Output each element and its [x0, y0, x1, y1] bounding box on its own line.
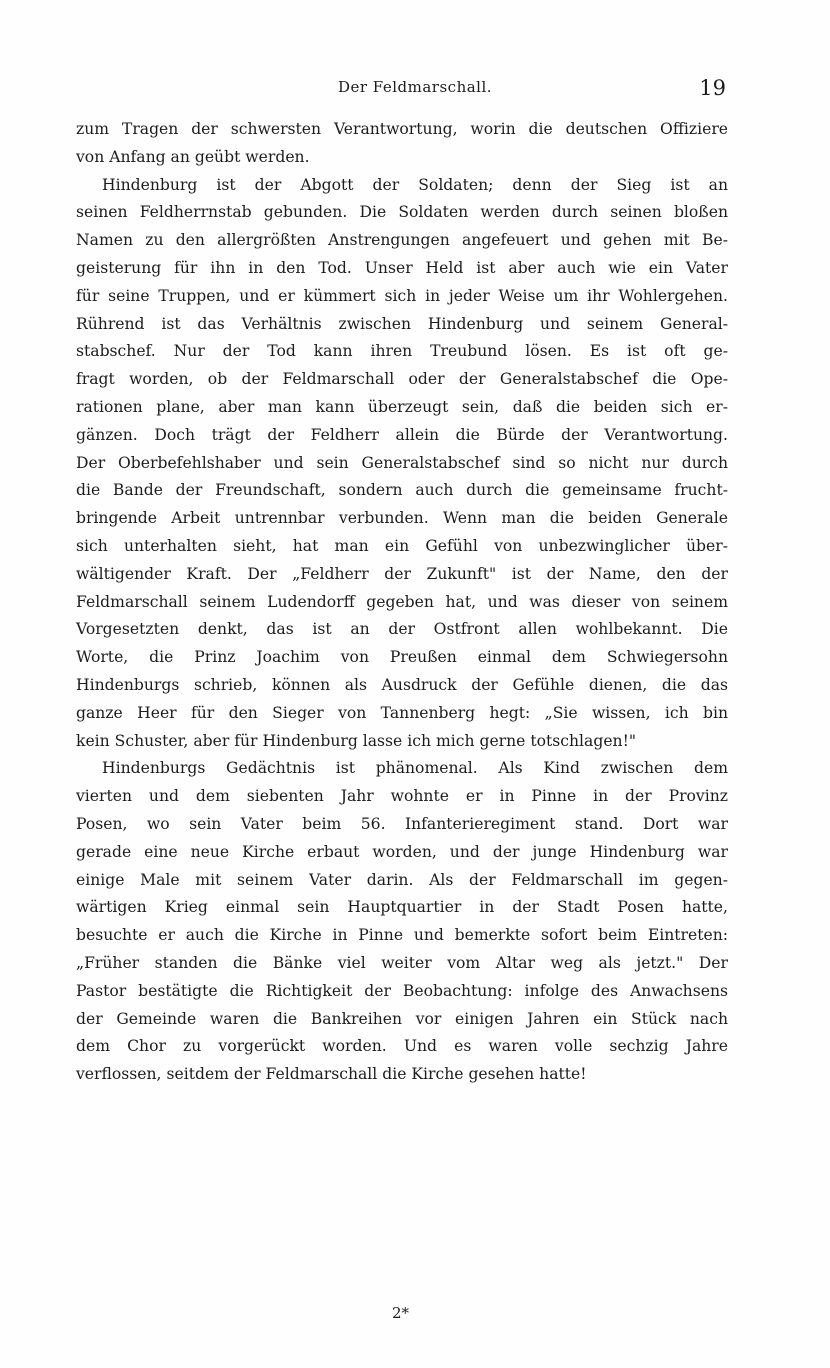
text-line: Namen zu den allergrößten Anstrengungen angefeuert und gehen mit Be-	[76, 231, 728, 250]
text-line: stabschef. Nur der Tod kann ihren Treubund lösen. Es ist oft ge-	[76, 342, 728, 361]
text-line: von Anfang an geübt werden.	[76, 147, 310, 166]
text-line: Vorgesetzten denkt, das ist an der Ostfront allen wohlbekannt. Die	[76, 620, 728, 639]
text-line: ganze Heer für den Sieger von Tannenberg hegt: „Sie wissen, ich bin	[76, 703, 728, 722]
text-line: wärtigen Krieg einmal sein Hauptquartier in der Stadt Posen hatte,	[76, 898, 728, 917]
text-line: „Früher standen die Bänke viel weiter vom Altar weg als jetzt." Der	[76, 953, 728, 972]
text-line: Pastor bestätigte die Richtigkeit der Beobachtung: infolge des Anwachsens	[76, 981, 728, 1000]
text-line: Hindenburgs schrieb, können als Ausdruck der Gefühle dienen, die das	[76, 675, 728, 694]
text-line: sich unterhalten sieht, hat man ein Gefühl von unbezwinglicher über-	[76, 536, 728, 555]
text-line: bringende Arbeit untrennbar verbunden. Wenn man die beiden Generale	[76, 509, 728, 528]
running-head	[0, 76, 830, 100]
text-line: der Gemeinde waren die Bankreihen vor einigen Jahren ein Stück nach	[76, 1009, 728, 1028]
text-line: Hindenburgs Gedächtnis ist phänomenal. Als Kind zwischen dem	[102, 759, 728, 778]
text-line: gerade eine neue Kirche erbaut worden, und der junge Hindenburg war	[76, 842, 728, 861]
text-line: Rührend ist das Verhältnis zwischen Hindenburg und seinem General-	[76, 314, 728, 333]
text-line: seinen Feldherrnstab gebunden. Die Soldaten werden durch seinen bloßen	[76, 203, 728, 222]
text-line: einige Male mit seinem Vater darin. Als der Feldmarschall im gegen-	[76, 870, 728, 889]
text-line: verflossen, seitdem der Feldmarschall die Kirche gesehen hatte!	[76, 1065, 587, 1084]
text-line: Posen, wo sein Vater beim 56. Infanterieregiment stand. Dort war	[76, 814, 728, 833]
text-line: rationen plane, aber man kann überzeugt sein, daß die beiden sich er-	[76, 397, 728, 416]
text-line: besuchte er auch die Kirche in Pinne und bemerkte sofort beim Eintreten:	[76, 926, 728, 945]
page-number: 19	[699, 76, 726, 100]
text-line: vierten und dem siebenten Jahr wohnte er in Pinne in der Provinz	[76, 787, 728, 806]
text-line: geisterung für ihn in den Tod. Unser Held ist aber auch wie ein Vater	[76, 258, 728, 277]
text-line: fragt worden, ob der Feldmarschall oder der Generalstabschef die Ope-	[76, 370, 728, 389]
text-line: Feldmarschall seinem Ludendorff gegeben hat, und was dieser von seinem	[76, 592, 728, 611]
text-line: Worte, die Prinz Joachim von Preußen einmal dem Schwiegersohn	[76, 648, 728, 667]
signature-mark: 2*	[392, 1304, 410, 1322]
running-title: Der Feldmarschall.	[337, 78, 493, 96]
text-line: gänzen. Doch trägt der Feldherr allein die Bürde der Verantwortung.	[76, 425, 728, 444]
text-line: zum Tragen der schwersten Verantwortung, worin die deutschen Offiziere	[76, 120, 728, 138]
text-line: kein Schuster, aber für Hindenburg lasse ich mich gerne totschlagen!"	[76, 731, 637, 750]
text-line: wältigender Kraft. Der „Feldherr der Zukunft" ist der Name, den der	[76, 564, 728, 583]
text-line: die Bande der Freundschaft, sondern auch durch die gemeinsame frucht-	[76, 481, 728, 500]
text-line: Der Oberbefehlshaber und sein Generalstabschef sind so nicht nur durch	[76, 453, 728, 472]
text-line: für seine Truppen, und er kümmert sich in jeder Weise um ihr Wohlergehen.	[76, 286, 728, 305]
text-line: Hindenburg ist der Abgott der Soldaten; denn der Sieg ist an	[102, 175, 728, 194]
text-line: dem Chor zu vorgerückt worden. Und es waren volle sechzig Jahre	[76, 1037, 728, 1056]
body-text	[76, 116, 728, 1089]
